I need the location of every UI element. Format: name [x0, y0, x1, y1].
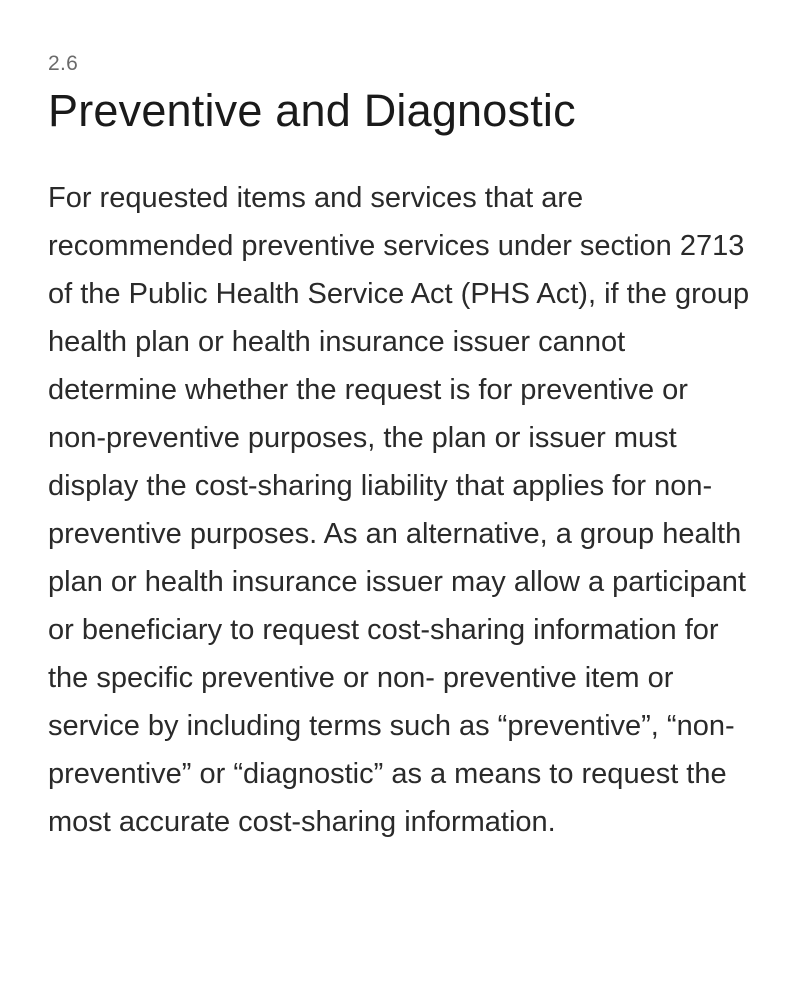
- section-title: Preventive and Diagnostic: [48, 85, 576, 136]
- section-body-text: For requested items and services that are recommended preventive services under section 2713 of the Public Health Service Act (PHS Act), if the group health plan or health insurance issuer cannot determine whether the request is for preventive or non-preventive purposes, the plan or issuer must display the cost-sharing liability that applies for non-preventive purposes. As an alternative, a group health plan or health insurance issuer may allow a participant or beneficiary to request cost-sharing information for the specific preventive or non- preventive item or service by including terms such as “preventive”, “non-preventive” or “diagnostic” as a means to request the most accurate cost-sharing information.: [48, 182, 750, 838]
- section-number: 2.6: [48, 52, 79, 75]
